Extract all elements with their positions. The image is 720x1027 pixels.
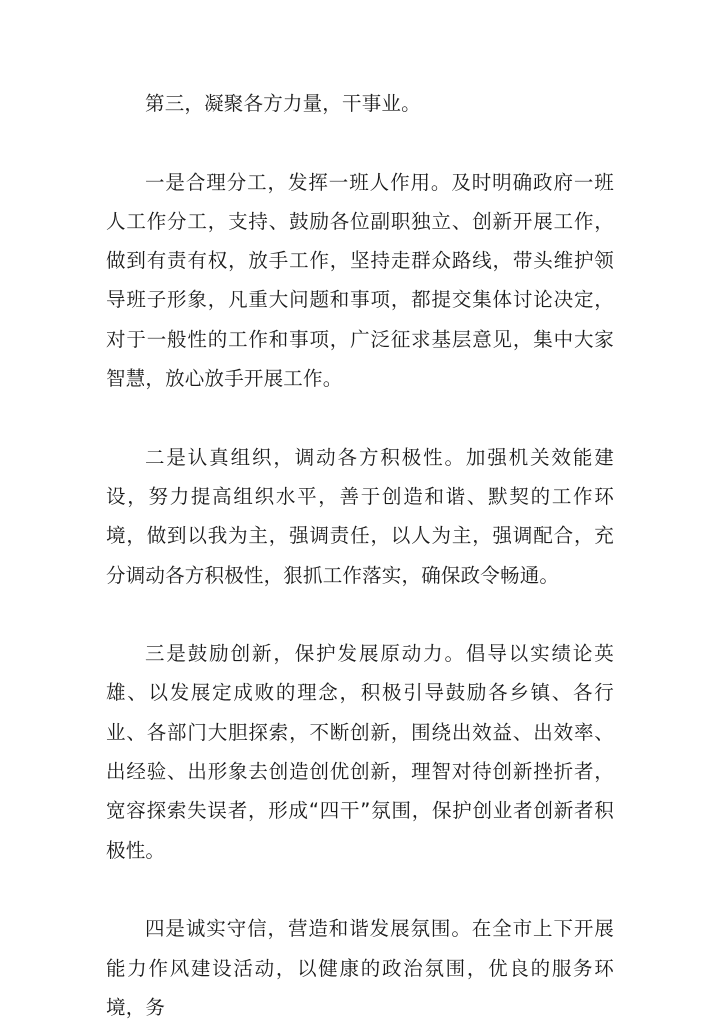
paragraph-integrity: 四是诚实守信，营造和谐发展氛围。在全市上下开展能力作风建设活动，以健康的政治氛围，优良的服务环境，务 [106, 917, 614, 1019]
paragraph-spacer [106, 398, 614, 437]
paragraph-organization: 二是认真组织，调动各方积极性。加强机关效能建设，努力提高组织水平，善于创造和谐、默契的工作环境，做到以我为主，强调责任，以人为主，强调配合，充分调动各方积极性，狠抓工作落实，确保政令畅通。 [106, 445, 614, 587]
section-heading: 第三，凝聚各方力量，干事业。 [145, 92, 421, 115]
paragraph-spacer [106, 870, 614, 909]
paragraph-spacer [106, 595, 614, 634]
paragraph-innovation: 三是鼓励创新，保护发展原动力。倡导以实绩论英雄、以发展定成败的理念，积极引导鼓励各乡镇、各行业、各部门大胆探索，不断创新，围绕出效益、出效率、出经验、出形象去创造创优创新，理智对待创新挫折者，宽容探索失误者，形成“四干”氛围，保护创业者创新者积极性。 [106, 642, 614, 862]
paragraph-spacer [106, 123, 614, 162]
document-body [106, 84, 614, 1027]
paragraph-division-of-labor: 一是合理分工，发挥一班人作用。及时明确政府一班人工作分工，支持、鼓励各位副职独立、创新开展工作，做到有责有权，放手工作，坚持走群众路线，带头维护领导班子形象，凡重大问题和事项，都提交集体讨论决定，对于一般性的工作和事项，广泛征求基层意见，集中大家智慧，放心放手开展工作。 [106, 170, 614, 391]
